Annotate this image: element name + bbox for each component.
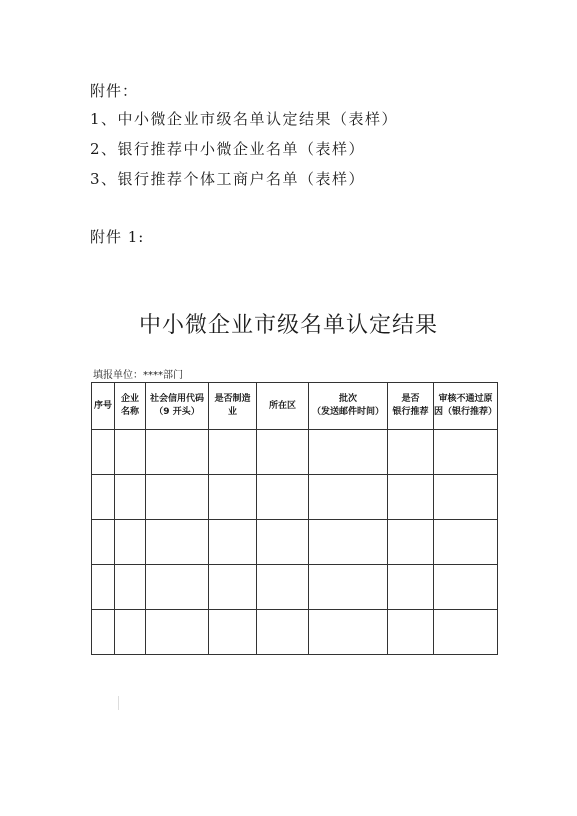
table-row xyxy=(92,520,498,565)
table-cell xyxy=(146,610,209,655)
header-bank-recommended-line-1: 是否 xyxy=(401,394,420,404)
table-cell xyxy=(92,475,115,520)
header-company-name xyxy=(115,383,146,430)
table-cell xyxy=(115,565,146,610)
table-cell xyxy=(257,565,309,610)
table-cell xyxy=(92,610,115,655)
table-cell xyxy=(146,475,209,520)
table-cell xyxy=(434,610,498,655)
header-is-manufacturing-line-2: 业 xyxy=(227,407,237,417)
table-cell xyxy=(92,430,115,475)
attachment-item-2: 2、银行推荐中小微企业名单（表样） xyxy=(90,140,366,158)
header-serial-number xyxy=(92,383,115,430)
table-cell xyxy=(257,520,309,565)
header-batch xyxy=(309,383,388,430)
header-credit-code xyxy=(146,383,209,430)
attachment-item-3: 3、银行推荐个体工商户名单（表样） xyxy=(90,170,366,188)
header-district xyxy=(257,383,309,430)
table-cell xyxy=(257,430,309,475)
scan-mark xyxy=(118,696,119,710)
table-cell xyxy=(434,430,498,475)
header-serial-number-line-1: 序号 xyxy=(93,400,112,411)
table-cell xyxy=(209,475,257,520)
document-title: 中小微企业市级名单认定结果 xyxy=(138,313,438,338)
table-cell xyxy=(388,610,434,655)
header-credit-code-line-1: 社会信用代码 xyxy=(149,394,204,404)
table-cell xyxy=(115,475,146,520)
table-cell xyxy=(92,565,115,610)
table-cell xyxy=(388,475,434,520)
table-cell xyxy=(115,430,146,475)
result-table xyxy=(91,382,498,655)
header-rejection-reason-line-2: 因（银行推荐） xyxy=(434,407,498,417)
fill-unit-label: 填报单位：****部门 xyxy=(93,370,183,381)
table-cell xyxy=(434,520,498,565)
table-cell xyxy=(209,610,257,655)
header-rejection-reason xyxy=(434,383,498,430)
table-row xyxy=(92,430,498,475)
header-batch-line-2: （发送邮件时间） xyxy=(311,407,384,417)
table-row xyxy=(92,565,498,610)
table-cell xyxy=(309,520,388,565)
table-cell xyxy=(309,610,388,655)
table-row xyxy=(92,610,498,655)
table-cell xyxy=(146,520,209,565)
table-row xyxy=(92,475,498,520)
header-district-line-1: 所在区 xyxy=(268,400,296,411)
header-bank-recommended-line-2: 银行推荐 xyxy=(392,407,429,417)
table-cell xyxy=(209,520,257,565)
table-cell xyxy=(309,475,388,520)
header-credit-code-line-2: （9 开头） xyxy=(154,407,200,417)
table-cell xyxy=(146,565,209,610)
table-body xyxy=(92,430,498,655)
table-cell xyxy=(257,610,309,655)
table-cell xyxy=(209,430,257,475)
table-cell xyxy=(92,520,115,565)
attachment-one-label: 附件 1: xyxy=(90,228,145,246)
table-cell xyxy=(388,430,434,475)
table-cell xyxy=(388,520,434,565)
table-cell xyxy=(146,430,209,475)
header-company-name-line-1: 企业 xyxy=(120,394,139,404)
table-cell xyxy=(115,610,146,655)
table-cell xyxy=(388,565,434,610)
header-rejection-reason-line-1: 审核不通过原 xyxy=(438,394,493,404)
table-cell xyxy=(434,565,498,610)
header-bank-recommended xyxy=(388,383,434,430)
table-cell xyxy=(309,565,388,610)
table-cell xyxy=(209,565,257,610)
header-is-manufacturing xyxy=(209,383,257,430)
table-cell xyxy=(434,475,498,520)
attachments-list xyxy=(90,104,398,194)
header-batch-line-1: 批次 xyxy=(338,394,357,404)
table-cell xyxy=(309,430,388,475)
table-cell xyxy=(115,520,146,565)
table-cell xyxy=(257,475,309,520)
attachments-heading: 附件： xyxy=(90,82,139,100)
table-header-row xyxy=(92,383,498,430)
attachment-item-1: 1、中小微企业市级名单认定结果（表样） xyxy=(90,110,399,128)
header-company-name-line-2: 名称 xyxy=(120,407,139,417)
header-is-manufacturing-line-1: 是否制造 xyxy=(214,394,251,404)
